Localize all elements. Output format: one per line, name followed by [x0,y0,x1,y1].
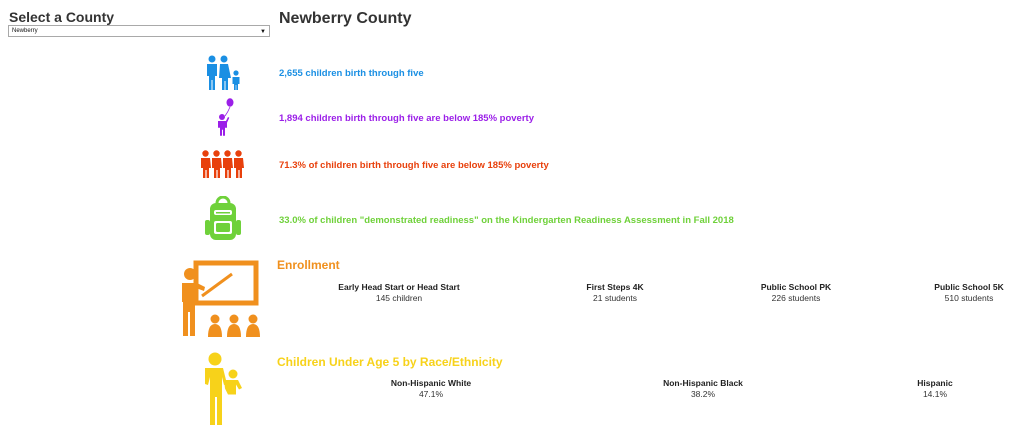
race-heading: Children Under Age 5 by Race/Ethnicity [277,355,503,369]
race-non-hispanic-white [391,378,471,399]
county-dropdown[interactable] [8,25,270,37]
race-non-hispanic-black [663,378,743,399]
county-select-label: Select a County [9,9,115,25]
race-label: Non-Hispanic Black [663,378,743,388]
family-icon [204,55,242,91]
enrollment-label: Public School 5K [934,282,1004,292]
stat-kindergarten-readiness: 33.0% of children "demonstrated readiness" on the Kindergarten Readiness Assessment in Fall 2018 [279,215,734,226]
backpack-icon [205,196,241,242]
enrollment-value: 226 students [771,293,821,303]
chevron-down-icon: ▼ [260,29,266,35]
enrollment-head-start [338,282,459,303]
enrollment-value: 145 children [375,293,423,303]
enrollment-heading: Enrollment [277,258,340,272]
enrollment-label: First Steps 4K [586,282,644,292]
enrollment-public-5k [934,282,1003,303]
race-value: 47.1% [418,389,444,399]
stat-below-poverty-count: 1,894 children birth through five are below 185% poverty [279,113,534,124]
enrollment-value: 21 students [593,293,637,303]
page-title: Newberry County [279,10,412,27]
enrollment-label: Early Head Start or Head Start [338,282,460,292]
stat-total-children: 2,655 children birth through five [279,68,424,79]
race-value: 38.2% [690,389,716,399]
enrollment-label: Public School PK [760,282,832,292]
stat-below-poverty-percent: 71.3% of children birth through five are below 185% poverty [279,160,549,171]
race-label: Hispanic [917,378,953,388]
enrollment-first-steps-4k [586,282,643,303]
race-hispanic [917,378,952,399]
race-value: 14.1% [922,389,948,399]
child-balloon-icon [214,98,236,136]
teacher-classroom-icon [180,260,266,338]
race-label: Non-Hispanic White [390,378,472,388]
enrollment-value: 510 students [944,293,994,303]
children-group-icon [200,150,244,178]
parent-child-icon [202,352,244,426]
county-dropdown-value: Newberry [12,28,38,34]
enrollment-public-pk [761,282,831,303]
